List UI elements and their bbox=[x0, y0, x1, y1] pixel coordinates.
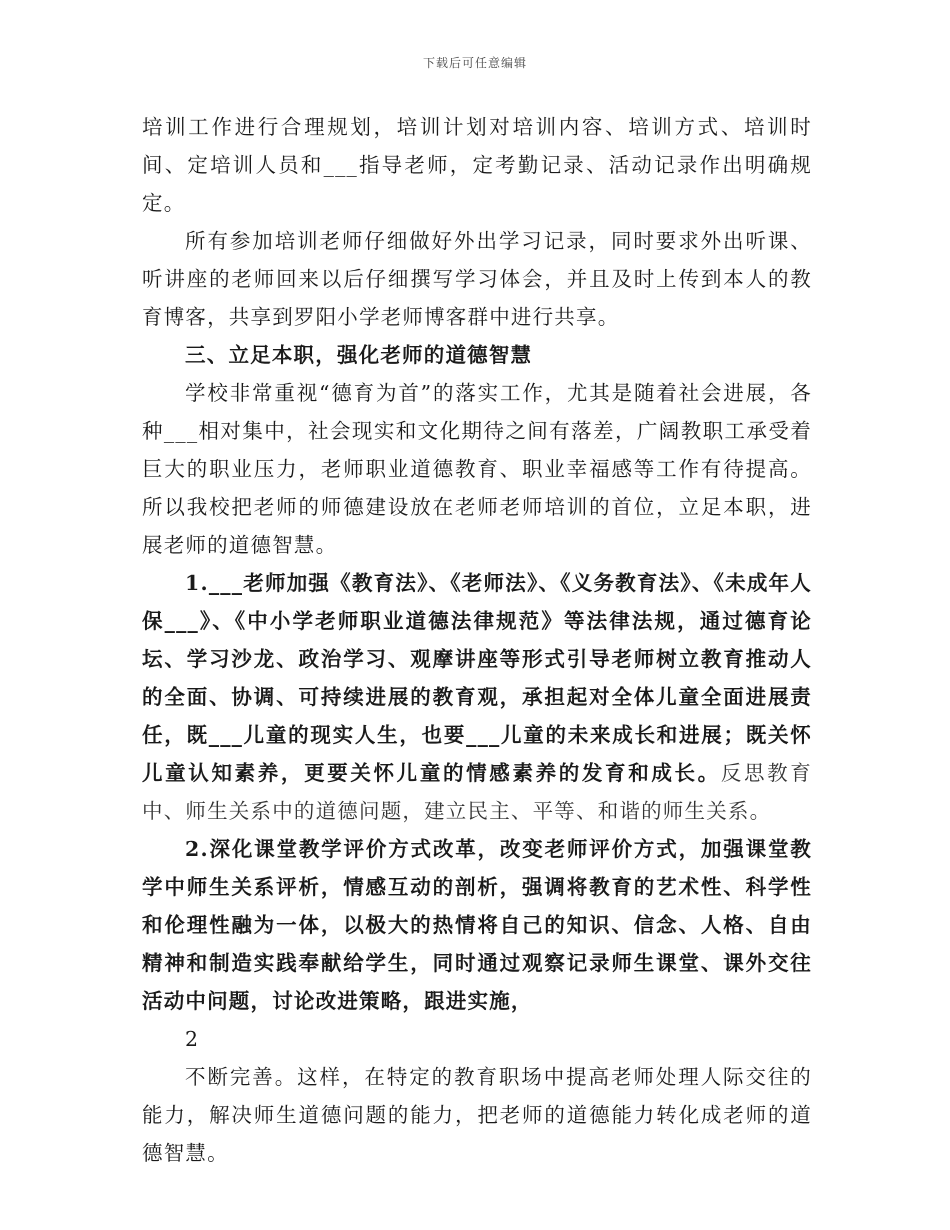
paragraph-item-2: 2.深化课堂教学评价方式改革，改变老师评价方式，加强课堂教学中师生关系评析，情感互动的剖析，强调将教育的艺术性、科学性和伦理性融为一体，以极大的热情将自己的知识、信念、人格、自由精神和制造实践奉献给学生，同时通过观察记录师生课堂、课外交往活动中问题，讨论改进策略，跟进实施， bbox=[142, 837, 812, 1013]
paragraph-moral-education: 学校非常重视“德育为首”的落实工作，尤其是随着社会进展，各种___相对集中，社会现实和文化期待之间有落差，广阔教职工承受着巨大的职业压力，老师职业道德教育、职业幸福感等工作有待提高。所以我校把老师的师德建设放在老师老师培训的首位，立足本职，进展老师的道德智慧。 bbox=[142, 381, 812, 557]
paragraph-study-records: 所有参加培训老师仔细做好外出学习记录，同时要求外出听课、听讲座的老师回来以后仔细撰写学习体会，并且及时上传到本人的教育博客，共享到罗阳小学老师博客群中进行共享。 bbox=[142, 229, 812, 329]
item-1-bold-text: 1.___老师加强《教育法》、《老师法》、《义务教育法》、《未成年人保___》、《中小学老师职业道德法律规范》等法律法规，通过德育论坛、学习沙龙、政治学习、观摩讲座等形式引导老师树立教育推动人的全面、协调、可持续进展的教育观，承担起对全体儿童全面进展责任，既___儿童的现实人生，也要___儿童的未来成长和进展；既关怀儿童认知素养，更要关怀儿童的情感素养的发育和成长。 bbox=[142, 571, 812, 785]
section-heading-3: 三、立足本职，强化老师的道德智慧 bbox=[185, 343, 533, 367]
item-1-normal-text: 反思教育中、师生关系中的道德问题，建立民主、平等、和谐的师生关系。 bbox=[142, 761, 812, 823]
paragraph-conclusion: 不断完善。这样，在特定的教育职场中提高老师处理人际交往的能力，解决师生道德问题的能力，把老师的道德能力转化成老师的道德智慧。 bbox=[142, 1065, 812, 1165]
page-number: 2 bbox=[185, 1027, 200, 1051]
paragraph-continuation: 培训工作进行合理规划，培训计划对培训内容、培训方式、培训时间、定培训人员和___指导老师，定考勤记录、活动记录作出明确规定。 bbox=[142, 115, 812, 215]
page-header: 下载后可任意编辑 bbox=[422, 56, 527, 70]
document-body bbox=[142, 108, 812, 1172]
paragraph-item-1 bbox=[142, 564, 812, 830]
